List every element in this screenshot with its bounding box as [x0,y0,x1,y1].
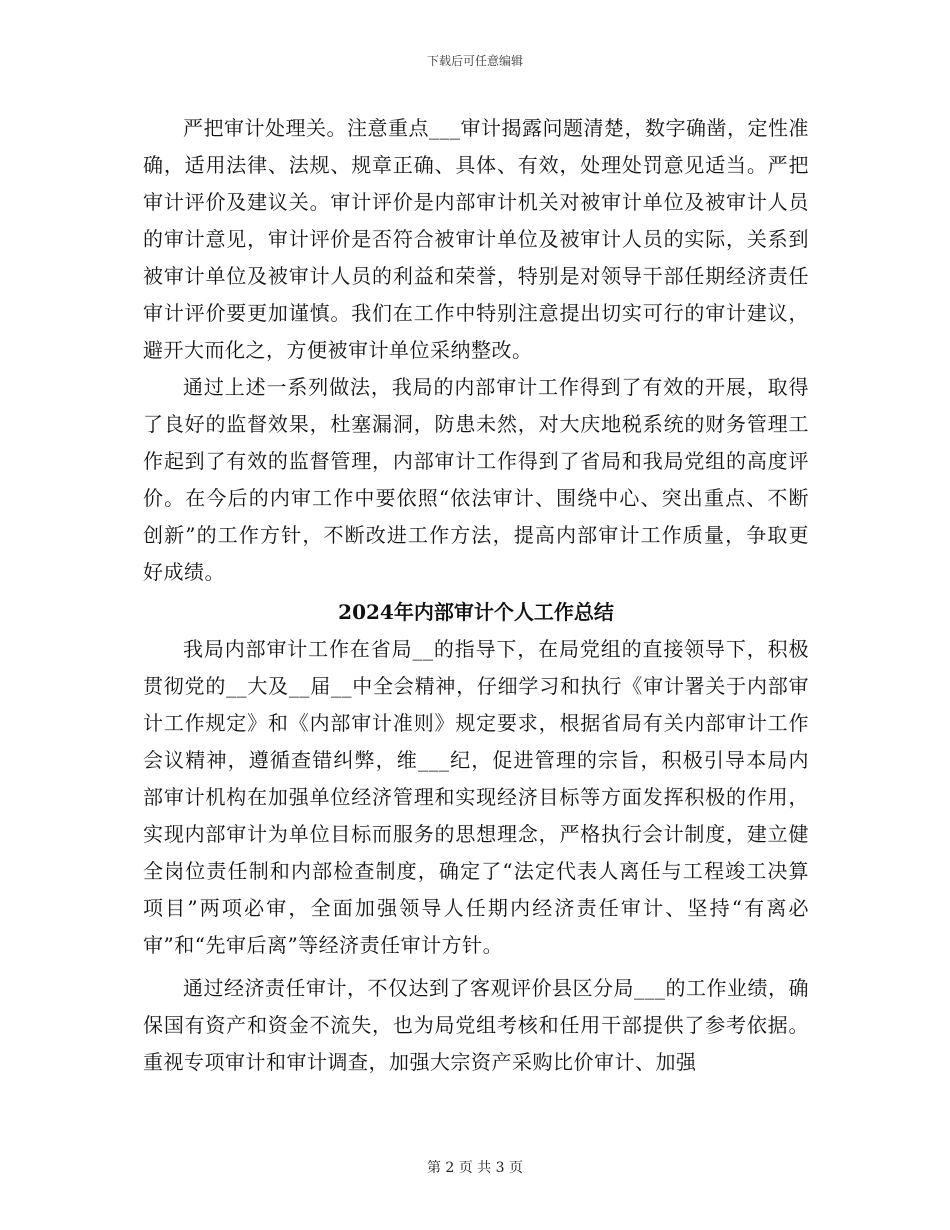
paragraph-audit-results: 通过上述一系列做法，我局的内部审计工作得到了有效的开展，取得了良好的监督效果，杜塞漏洞，防患未然，对大庆地税系统的财务管理工作起到了有效的监督管理，内部审计工作得到了省局和我局党组的高度评价。在今后的内审工作中要依照“依法审计、围绕中心、突出重点、不断创新”的工作方针，不断改进工作方法，提高内部审计工作质量，争取更好成绩。 [143,375,809,584]
page-header: 下载后可任意编辑 [426,54,523,68]
document-body [143,110,809,1081]
paragraph-economic-responsibility-audit: 通过经济责任审计，不仅达到了客观评价县区分局___的工作业绩，确保国有资产和资金不流失，也为局党组考核和任用干部提供了参考依据。重视专项审计和审计调查，加强大宗资产采购比价审计、加强 [143,976,809,1074]
paragraph-internal-audit-work: 我局内部审计工作在省局__的指导下，在局党组的直接领导下，积极贯彻党的__大及__届__中全会精神，仔细学习和执行《审计署关于内部审计工作规定》和《内部审计准则》规定要求，根据省局有关内部审计工作会议精神，遵循查错纠弊，维___纪，促进管理的宗旨，积极引导本局内部审计机构在加强单位经济管理和实现经济目标等方面发挥积极的作用，实现内部审计为单位目标而服务的思想理念，严格执行会计制度，建立健全岗位责任制和内部检查制度，确定了“法定代表人离任与工程竣工决算项目”两项必审，全面加强领导人任期内经济责任审计、坚持“有离必审”和“先审后离”等经济责任审计方针。 [143,637,809,957]
section-title: 2024年内部审计个人工作总结 [338,600,614,624]
page-number: 第 2 页 共 3 页 [426,1160,524,1176]
paragraph-audit-handling: 严把审计处理关。注意重点___审计揭露问题清楚，数字确凿，定性准确，适用法律、法规、规章正确、具体、有效，处理处罚意见适当。严把审计评价及建议关。审计评价是内部审计机关对被审计单位及被审计人员的审计意见，审计评价是否符合被审计单位及被审计人员的实际，关系到被审计单位及被审计人员的利益和荣誉，特别是对领导干部任期经济责任审计评价要更加谨慎。我们在工作中特别注意提出切实可行的审计建议，避开大而化之，方便被审计单位采纳整改。 [143,116,809,362]
